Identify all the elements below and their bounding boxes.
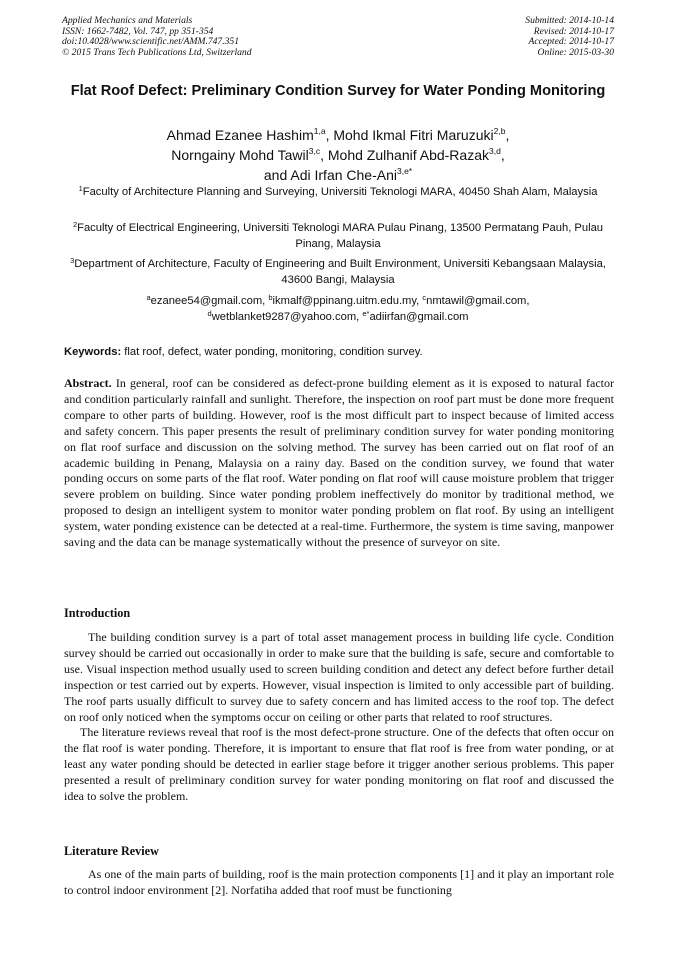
affiliation-1: [62, 184, 614, 200]
author-line-2: [62, 145, 614, 165]
email-link[interactable]: adiirfan@gmail.com: [369, 310, 469, 323]
author-sep: ,: [325, 127, 334, 143]
author-sep: ,: [500, 147, 505, 163]
keywords: [64, 344, 614, 360]
journal-doi[interactable]: doi:10.4028/www.scientific.net/AMM.747.351: [62, 36, 240, 48]
author-sep: ,: [320, 147, 328, 163]
header-left: [62, 16, 252, 58]
affiliation-text: Faculty of Electrical Engineering, Universiti Teknologi MARA Pulau Pinang, 13500 Permatang Pauh, Pulau Pinang, Malaysia: [77, 222, 604, 250]
author-name: Adi Irfan Che-Ani: [290, 167, 397, 183]
affiliation-num: 1: [78, 184, 83, 193]
introduction-paragraph-1: The building condition survey is a part of total asset management process in building life cycle. Condition survey should be carried out occasionally in order to make sure that the building is safe, secure and comfortable to use. Visual inspection method usually used to screen building condition and detect any defect before further detail inspection or test carried out by experts. However, visual inspection is limited to only accessible part of building. The roof parts usually difficult to survey due to safety concern and has limited access to the roof top. The defect on roof only noticed when the symptoms occur on ceiling or other parts that related to roof structures.: [64, 630, 614, 724]
affiliation-text: Faculty of Architecture Planning and Surveying, Universiti Teknologi MARA, 40450 Shah Alam, Malaysia: [82, 186, 598, 198]
introduction-paragraph-2: The literature reviews reveal that roof is the most defect-prone structure. One of the defects that often occur on the flat roof is water ponding. Therefore, it is important to ensure that flat roof is free from water ponding, or at least any water ponding should be detected in earlier stage before it trigger another serious problems. This paper presented a result of preliminary condition survey for water ponding monitoring on flat roof and discussed the idea to solve the problem.: [64, 725, 614, 804]
author-emails: [62, 294, 614, 325]
email-link[interactable]: wetblanket9287@yahoo.com,: [211, 310, 363, 323]
keywords-label: Keywords:: [64, 346, 122, 358]
email-line-2: [62, 310, 614, 326]
journal-issn: ISSN: 1662-7482, Vol. 747, pp 351-354: [62, 25, 214, 37]
email-sup: c: [422, 293, 427, 302]
email-link[interactable]: nmtawil@gmail.com,: [426, 295, 530, 307]
introduction-body: [64, 630, 614, 805]
literature-paragraph-1: As one of the main parts of building, roof is the main protection components [1] and it play an important role to control indoor environment [2]. Norfatiha added that roof must be functioning: [64, 867, 614, 897]
author-name: Mohd Ikmal Fitri Maruzuki: [333, 127, 494, 143]
date-revised: Revised: 2014-10-17: [533, 25, 614, 37]
author-line-1: [62, 125, 614, 145]
email-sup: b: [268, 293, 273, 302]
author-affil-sup: 3,d: [488, 146, 501, 156]
email-link[interactable]: ezanee54@gmail.com,: [150, 295, 269, 307]
email-sup: d: [207, 308, 212, 318]
abstract-label: Abstract.: [64, 376, 112, 390]
paper-title: Flat Roof Defect: Preliminary Condition Survey for Water Ponding Monitoring: [70, 83, 606, 99]
author-affil-sup: 3,e*: [396, 166, 413, 176]
abstract: [64, 376, 614, 551]
journal-name: Applied Mechanics and Materials: [62, 15, 193, 26]
journal-copyright: © 2015 Trans Tech Publications Ltd, Switzerland: [62, 46, 252, 58]
email-link[interactable]: ikmalf@ppinang.uitm.edu.my,: [272, 295, 423, 307]
email-sup: e*: [362, 308, 370, 318]
literature-body: [64, 867, 614, 899]
keywords-text: flat roof, defect, water ponding, monitoring, condition survey.: [121, 346, 423, 358]
author-affil-sup: 1,a: [313, 126, 326, 136]
literature-heading: Literature Review: [64, 844, 159, 858]
date-online: Online: 2015-03-30: [537, 46, 614, 58]
affiliation-num: 2: [72, 220, 78, 229]
author-sep: ,: [505, 127, 510, 143]
author-name: Norngainy Mohd Tawil: [171, 147, 309, 163]
header-right: [525, 16, 614, 58]
author-name: Ahmad Ezanee Hashim: [166, 127, 314, 143]
introduction-heading: Introduction: [64, 606, 131, 620]
date-submitted: Submitted: 2014-10-14: [525, 15, 614, 26]
affiliation-2: [62, 220, 614, 252]
author-name: Mohd Zulhanif Abd-Razak: [327, 147, 489, 163]
email-line-1: [62, 294, 614, 310]
email-sup: a: [146, 293, 151, 302]
author-list: [62, 125, 614, 185]
author-and: and: [263, 167, 288, 183]
abstract-text: In general, roof can be considered as defect-prone building element as it is exposed to natural factor and condition particularly rainfall and sunlight. Therefore, the inspection on roof part must be done more frequent compare to other parts of building. However, roof is the most difficult part to inspect because of limited access and safety concern. This paper presents the result of preliminary condition survey for water ponding monitoring on flat roof surface and discussion on the solving method. The survey has been carried out on flat roof of an academic building in Penang, Malaysia on a rainy day. Based on the condition survey, we found that water ponding occurs on some parts of the flat roof. Water ponding on flat roof will cause moisture problem that trigger severe problem on building. Since water ponding problem ineffectively do monitor by traditional method, we proposed to design an intelligent system to monitor water ponding problem on flat roof. By using an intelligent system, water ponding existence can be detected at a real-time. Furthermore, the system is time saving, manpower saving and the data can be manage systematically without the presence of surveyor on site.: [64, 376, 614, 550]
affiliation-num: 3: [70, 256, 75, 265]
author-affil-sup: 2,b: [493, 126, 506, 136]
affiliation-text: Department of Architecture, Faculty of Engineering and Built Environment, Universiti Kebangsaan Malaysia, 43600 Bangi, Malaysia: [74, 258, 606, 286]
author-line-3: [62, 165, 614, 185]
author-affil-sup: 3,c: [308, 146, 321, 156]
affiliation-3: [62, 256, 614, 288]
date-accepted: Accepted: 2014-10-17: [528, 36, 614, 48]
